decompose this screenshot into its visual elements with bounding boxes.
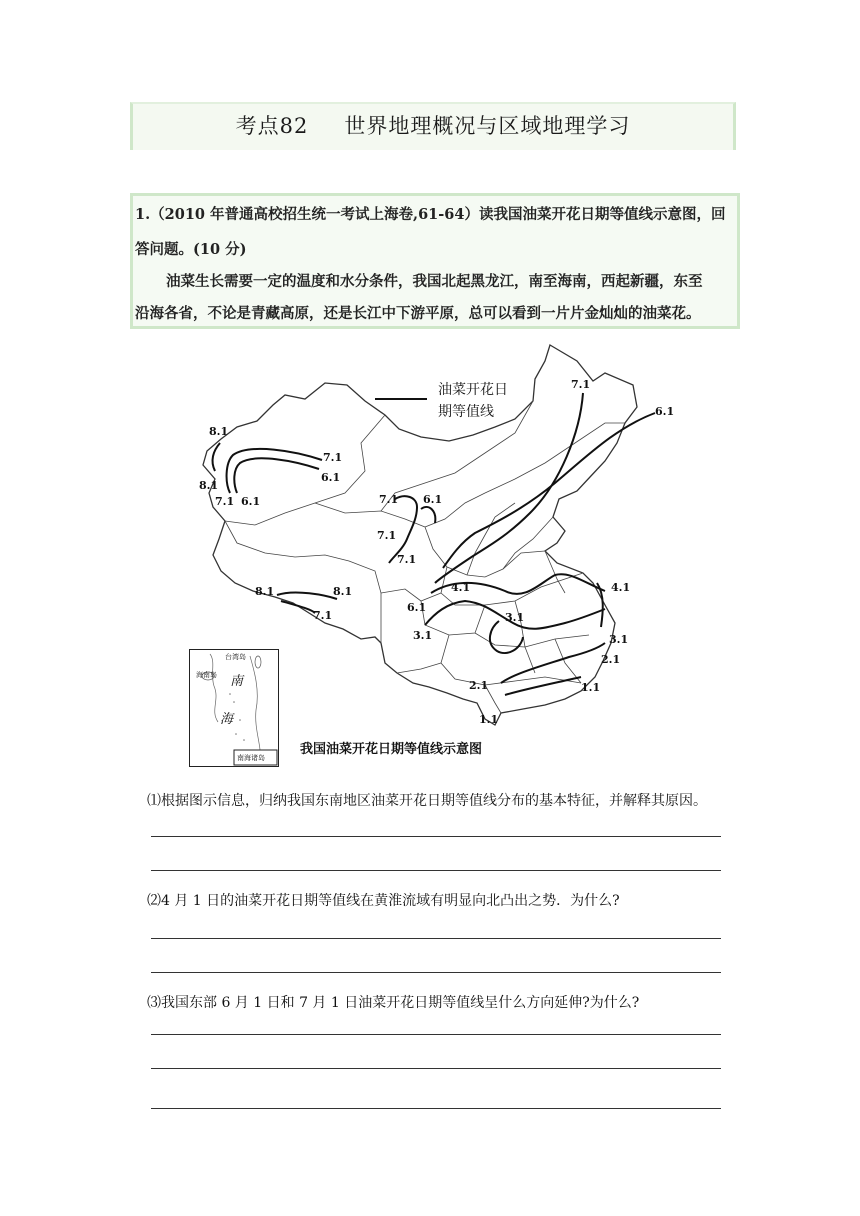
title-number: 考点82 [235,114,309,138]
answer-line-3a[interactable] [151,1034,721,1035]
label-7.1-qh2: 7.1 [377,529,397,542]
inset-hainan: 海南岛 [196,671,217,679]
label-8.1-t1: 8.1 [255,585,275,598]
label-1.1-s: 1.1 [479,713,499,726]
label-1.1-e: 1.1 [581,681,601,694]
isoline-6.1-xinjiang [234,458,319,493]
answer-line-2a[interactable] [151,938,721,939]
label-3.1-c: 3.1 [505,611,525,624]
label-7.1-xj2: 7.1 [215,495,235,508]
map-legend [438,379,508,423]
sub-question-3: ⑶我国东部 6 月 1 日和 7 月 1 日油菜开花日期等值线呈什么方向延伸?为什么? [147,995,640,1011]
province-borders [225,401,625,713]
inset-hai: 海 [220,712,234,727]
isoline-8.1-xinjiang [213,443,220,471]
label-6.1-qh: 6.1 [423,493,443,506]
question-line-2: 答问题。(10 分) [135,241,247,258]
isoline-7.1-xinjiang [227,449,322,493]
label-6.1-ne: 6.1 [655,405,675,418]
label-8.1-xj2: 8.1 [199,479,219,492]
inset-nan: 南 [230,674,244,689]
label-7.1-xj: 7.1 [323,451,343,464]
label-8.1-xj: 8.1 [209,425,229,438]
title-box [130,102,736,150]
page-title [133,110,733,140]
label-6.1-xj2: 6.1 [241,495,261,508]
legend-text-2: 期等值线 [438,404,494,420]
inset-taiwan: 台湾岛 [225,653,246,661]
question-line-1: 1.（2010 年普通高校招生统一考试上海卷,61-64）读我国油菜开花日期等值线示意图，回 [135,206,726,223]
label-7.1-qh3: 7.1 [397,553,417,566]
isoline-1.1 [505,677,581,695]
label-2.1-s: 2.1 [469,679,489,692]
answer-line-1a[interactable] [151,836,721,837]
title-text: 世界地理概况与区域地理学习 [344,114,631,138]
inset-islands: 南海诸岛 [237,754,265,762]
label-4.1-e: 4.1 [611,581,631,594]
answer-line-3c[interactable] [151,1108,721,1109]
answer-line-2b[interactable] [151,972,721,973]
answer-line-1b[interactable] [151,870,721,871]
label-7.1-ne: 7.1 [571,378,591,391]
isoline-8.1-tibet [277,592,337,599]
label-7.1-qh: 7.1 [379,493,399,506]
label-6.1-sc: 6.1 [407,601,427,614]
answer-line-3b[interactable] [151,1068,721,1069]
sub-question-1: ⑴根据图示信息，归纳我国东南地区油菜开花日期等值线分布的基本特征，并解释其原因。 [147,793,707,809]
label-7.1-t: 7.1 [313,609,333,622]
south-china-sea-inset [189,649,279,767]
legend-text-1: 油菜开花日 [438,382,508,398]
question-line-3: 油菜生长需要一定的温度和水分条件，我国北起黑龙江，南至海南，西起新疆，东至 [166,273,703,290]
sub-question-2: ⑵4 月 1 日的油菜开花日期等值线在黄淮流域有明显向北凸出之势．为什么? [147,893,620,909]
label-4.1-n: 4.1 [451,581,471,594]
question-line-4: 沿海各省，不论是青藏高原，还是长江中下游平原，总可以看到一片片金灿灿的油菜花。 [135,305,701,322]
isoline-7.1-tibet [281,601,315,613]
isoline-6.1-qinghai [421,507,435,523]
label-2.1-e: 2.1 [601,653,621,666]
label-3.1-sc: 3.1 [413,629,433,642]
map-caption: 我国油菜开花日期等值线示意图 [300,742,483,757]
label-3.1-e: 3.1 [609,633,629,646]
label-8.1-t2: 8.1 [333,585,353,598]
label-6.1-xj: 6.1 [321,471,341,484]
